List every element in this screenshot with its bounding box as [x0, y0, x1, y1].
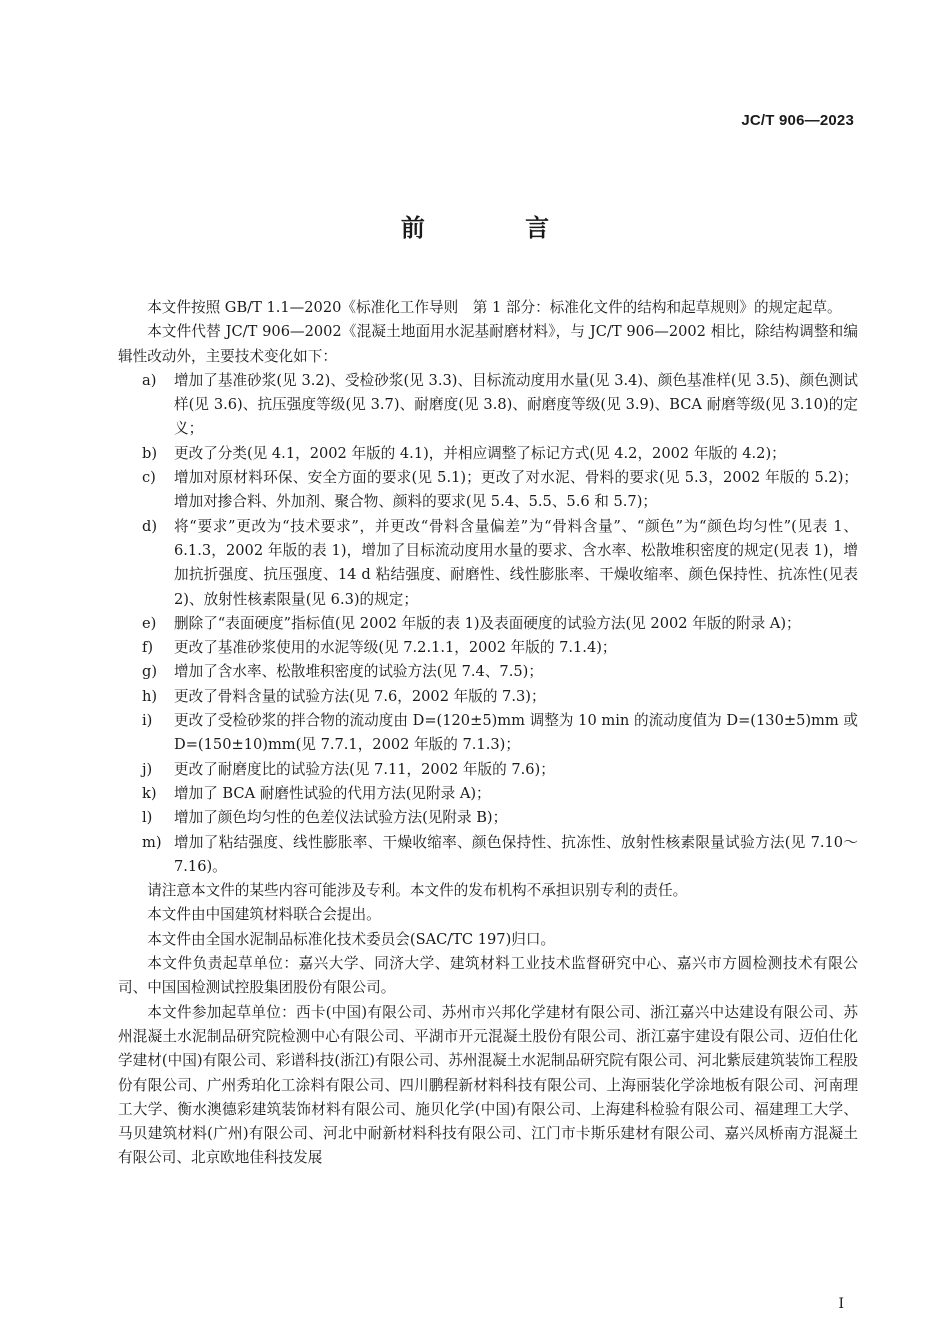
paragraph: 本文件由全国水泥制品标准化技术委员会(SAC/TC 197)归口。	[147, 930, 556, 948]
list-item-text: 将“要求”更改为“技术要求”，并更改“骨料含量偏差”为“骨料含量”、“颜色”为“颜色均匀性”(见表 1、6.1.3，2002 年版的表 1)，增加了目标流动度用水量的要求、含水率、松散堆积密度的规定(见表 1)，增加抗折强度、抗压强度、14 d 粘结强度、耐磨性、线性膨胀率、干燥收缩率、颜色保持性、抗冻性(见表 2)、放射性核素限量(见 6.3)的规定；	[174, 517, 858, 608]
list-marker: a)	[142, 371, 157, 389]
list-item-text: 更改了受检砂浆的拌合物的流动度由 D=(120±5)mm 调整为 10 min 的流动度值为 D=(130±5)mm 或 D=(150±10)mm(见 7.7.1，2002 年版的 7.1.3)；	[174, 712, 858, 754]
list-item-text: 增加了颜色均匀性的色差仪法试验方法(见附录 B)；	[174, 809, 508, 827]
list-marker: k)	[142, 784, 157, 802]
list-item-text: 增加了 BCA 耐磨性试验的代用方法(见附录 A)；	[174, 784, 491, 802]
list-item	[118, 515, 858, 612]
list-marker: m)	[142, 833, 162, 851]
paragraph: 本文件负责起草单位：嘉兴大学、同济大学、建筑材料工业技术监督研究中心、嘉兴市方圆检测技术有限公司、中国国检测试控股集团股份有限公司。	[118, 955, 858, 997]
list-item-text: 更改了耐磨度比的试验方法(见 7.11，2002 年版的 7.6)；	[174, 760, 555, 778]
list-item-text: 更改了骨料含量的试验方法(见 7.6，2002 年版的 7.3)；	[174, 687, 546, 705]
list-item-text: 增加对原材料环保、安全方面的要求(见 5.1)；更改了对水泥、骨料的要求(见 5.3，2002 年版的 5.2)；增加对掺合料、外加剂、聚合物、颜料的要求(见 5.4、5.5、5.6 和 5.7)；	[174, 469, 858, 511]
list-marker: l)	[142, 809, 153, 827]
list-marker: d)	[142, 517, 158, 535]
list-item-text: 删除了“表面硬度”指标值(见 2002 年版的表 1)及表面硬度的试验方法(见 2002 年版的附录 A)；	[174, 614, 801, 632]
list-marker: f)	[142, 639, 154, 657]
paragraph: 本文件参加起草单位：西卡(中国)有限公司、苏州市兴邦化学建材有限公司、浙江嘉兴中达建设有限公司、苏州混凝土水泥制品研究院检测中心有限公司、平湖市开元混凝土股份有限公司、浙江嘉宇建设有限公司、迈伯仕化学建材(中国)有限公司、彩谱科技(浙江)有限公司、苏州混凝土水泥制品研究院有限公司、河北紫辰建筑装饰工程股份有限公司、广州秀珀化工涂料有限公司、四川鹏程新材料科技有限公司、上海丽装化学涂地板有限公司、河南理工大学、衡水澳德彩建筑装饰材料有限公司、施贝化学(中国)有限公司、上海建科检验有限公司、福建理工大学、马贝建筑材料(广州)有限公司、河北中耐新材料科技有限公司、江门市卡斯乐建材有限公司、嘉兴凤桥南方混凝土有限公司、北京欧地佳科技发展	[118, 1003, 858, 1167]
list-item	[118, 466, 858, 515]
document-code: JC/T 906—2023	[741, 112, 854, 129]
list-item	[118, 831, 858, 880]
list-item	[118, 636, 858, 660]
list-item	[118, 685, 858, 709]
preface-body	[118, 296, 858, 1171]
page-title: 前 言	[400, 214, 596, 242]
list-item	[118, 612, 858, 636]
paragraph: 本文件按照 GB/T 1.1—2020《标准化工作导则 第 1 部分：标准化文件的结构和起草规则》的规定起草。	[147, 299, 842, 316]
page-number: I	[838, 1296, 844, 1312]
list-marker: g)	[142, 663, 158, 681]
list-item	[118, 782, 858, 806]
paragraph: 本文件由中国建筑材料联合会提出。	[147, 906, 381, 924]
list-item	[118, 709, 858, 758]
paragraph: 请注意本文件的某些内容可能涉及专利。本文件的发布机构不承担识别专利的责任。	[147, 882, 688, 900]
list-marker: i)	[142, 712, 153, 730]
list-item	[118, 442, 858, 466]
list-item-text: 增加了基准砂浆(见 3.2)、受检砂浆(见 3.3)、目标流动度用水量(见 3.4)、颜色基准样(见 3.5)、颜色测试样(见 3.6)、抗压强度等级(见 3.7)、耐磨度(见 3.8)、耐磨度等级(见 3.9)、BCA 耐磨等级(见 3.10)的定义；	[174, 371, 858, 438]
list-marker: c)	[142, 469, 156, 487]
paragraph: 本文件代替 JC/T 906—2002《混凝土地面用水泥基耐磨材料》，与 JC/T 906—2002 相比，除结构调整和编辑性改动外，主要技术变化如下：	[118, 323, 858, 365]
list-marker: j)	[142, 760, 153, 778]
list-item-text: 更改了基准砂浆使用的水泥等级(见 7.2.1.1，2002 年版的 7.1.4)；	[174, 639, 617, 657]
list-marker: h)	[142, 687, 158, 705]
list-item	[118, 660, 858, 684]
list-marker: b)	[142, 444, 158, 462]
list-item	[118, 806, 858, 830]
list-item	[118, 758, 858, 782]
list-item-text: 增加了含水率、松散堆积密度的试验方法(见 7.4、7.5)；	[174, 663, 543, 681]
list-item	[118, 369, 858, 442]
list-item-text: 增加了粘结强度、线性膨胀率、干燥收缩率、颜色保持性、抗冻性、放射性核素限量试验方法(见 7.10～7.16)。	[174, 833, 858, 875]
list-marker: e)	[142, 614, 157, 632]
list-item-text: 更改了分类(见 4.1，2002 年版的 4.1)，并相应调整了标记方式(见 4.2，2002 年版的 4.2)；	[174, 444, 786, 462]
